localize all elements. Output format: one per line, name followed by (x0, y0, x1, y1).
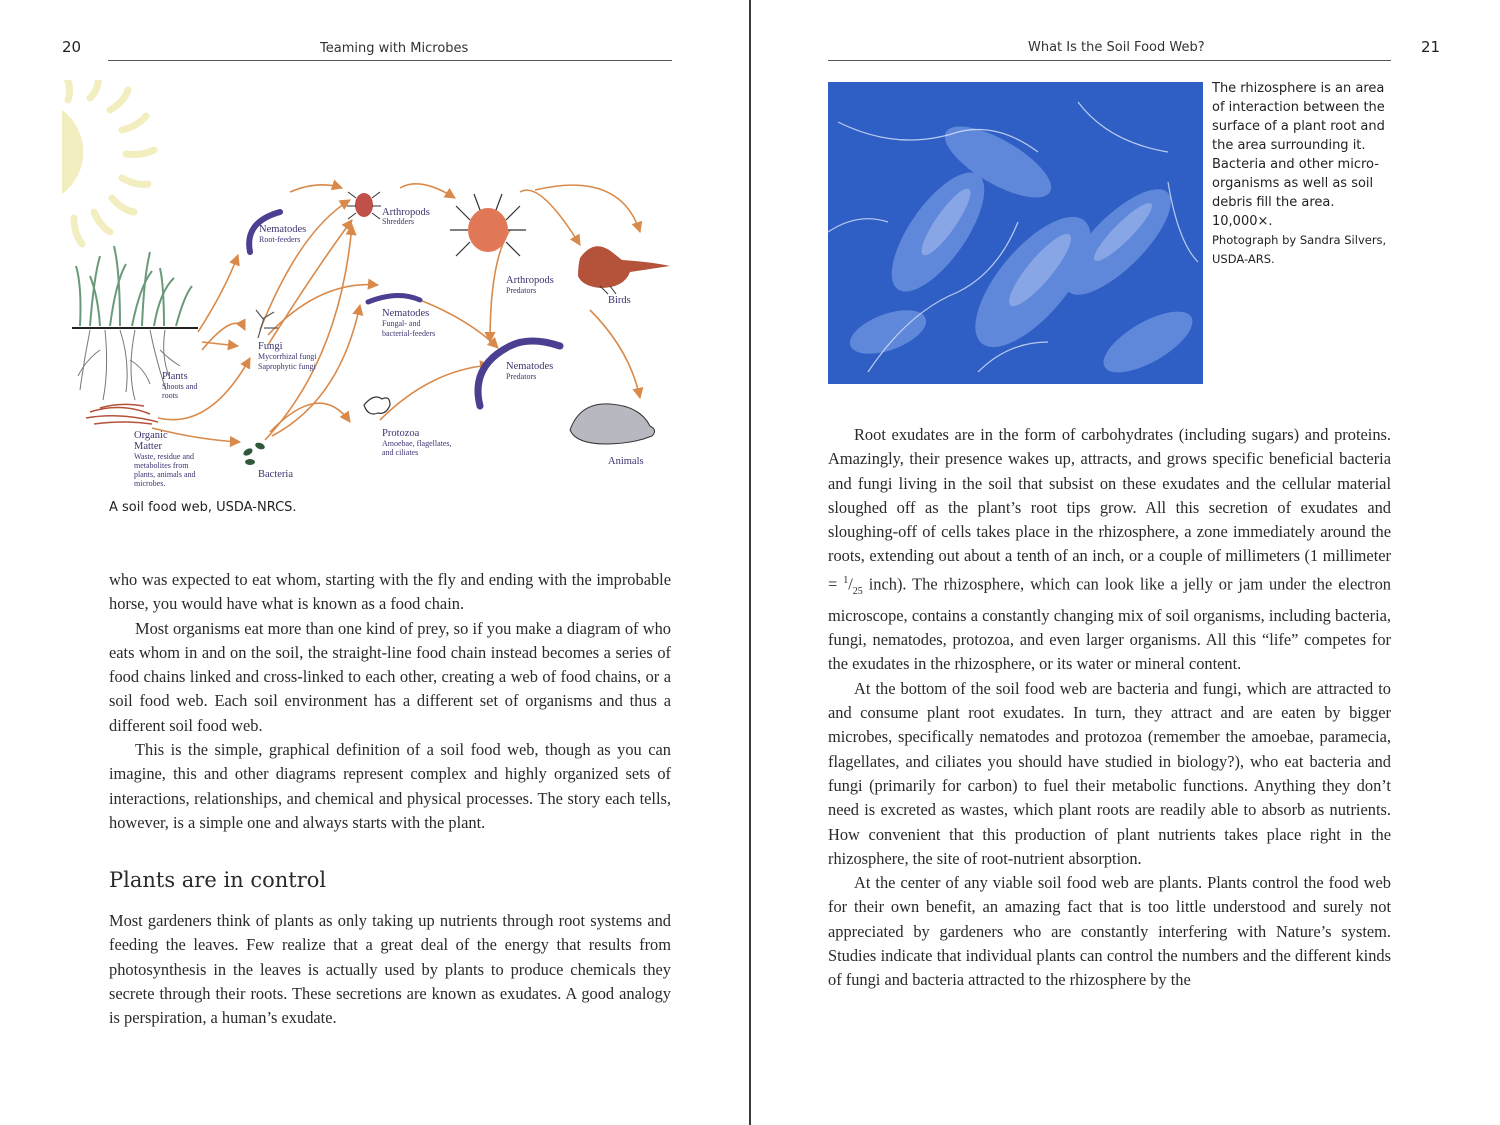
paragraph-part: inch). The rhizosphere, which can look like a jelly or jam under the electron microscope, contains a constantly changing mix of soil organisms, including bacteria, fungi, nematodes, protozoa, and even larger organisms. All this “life” competes for the exudates in the rhizosphere, or its water or mineral content. (828, 574, 1391, 674)
paragraph: Most gardeners think of plants as only taking up nutrients through root systems and feeding the leaves. Few realize that a great deal of the energy that results from photosynthesis in the leaves is actually used by plants to produce chemicals they secrete through their roots. These secretions are known as exudates. A good analogy is perspiration, a human’s exudate. (109, 911, 671, 1028)
label-plants-sub1: Shoots and (162, 382, 198, 391)
label-protozoa: Protozoa (382, 428, 420, 439)
fraction-denominator: 25 (852, 585, 863, 597)
label-birds: Birds (608, 295, 631, 306)
rhizosphere-micrograph (828, 82, 1203, 384)
photo-caption (1212, 79, 1394, 269)
label-protozoa-sub2: and ciliates (382, 448, 419, 457)
running-head: What Is the Soil Food Web? (1028, 40, 1205, 55)
paragraph: Most organisms eat more than one kind of prey, so if you make a diagram of who eats whom in and on the soil, the straight-line food chain instead becomes a series of food chains linked and cross-linked to each other, creating a web of food chains, or a soil food web. Each soil environment has a different set of organisms and thus a different soil food web. (109, 618, 671, 735)
label-organic-sub2: metabolites from (134, 461, 189, 470)
nematode-fungal-feeder-icon (368, 295, 420, 302)
label-organic-sub3: plants, animals and (134, 470, 196, 479)
label-nematodes-fungal: Nematodes (382, 308, 430, 319)
fraction-numerator: 1 (843, 574, 849, 586)
paragraph-part: Root exudates are in the form of carbohydrates (including sugars) and proteins. Amazingly, their presence wakes up, attracts, and grows specific beneficial bacteria and fungi living in the soil that subsist on these exudates and the cellular material sloughed off as the plant’s root tips grow. All this secretion of exudates and sloughing-off of cells takes place in the rhizosphere, a zone immediately around the roots, extending out about a tenth of an inch, or a couple of millimeters (1 millimeter = (828, 425, 1391, 594)
label-fungi-sub1: Mycorrhizal fungi (258, 352, 317, 361)
header-rule (108, 60, 672, 61)
label-protozoa-sub1: Amoebae, flagellates, (382, 439, 452, 448)
arthropod-shredder-icon (347, 192, 381, 219)
label-arthropods-shredders-sub: Shredders (382, 217, 414, 226)
label-nematodes-predators-sub: Predators (506, 372, 537, 381)
label-nematodes-root-sub: Root-feeders (259, 235, 301, 244)
photo-caption-text: The rhizosphere is an area of interaction between the surface of a plant root and the area surrounding it. Bacteria and other micro-organisms as well as soil debris fill the area. 10,000×. (1212, 81, 1385, 229)
label-organic-sub4: microbes. (134, 479, 166, 488)
left-section-text (109, 909, 671, 1030)
bacteria-icon (242, 441, 266, 465)
header-rule (828, 60, 1391, 61)
label-nematodes-fungal-sub2: bacterial-feeders (382, 329, 436, 338)
sun-illustration (62, 80, 154, 244)
right-page (751, 0, 1500, 1125)
paragraph: who was expected to eat whom, starting with the fly and ending with the improbable horse, you would have what is known as a food chain. (109, 570, 671, 614)
label-arthropods-shredders: Arthropods (382, 207, 430, 218)
arthropod-predator-icon (450, 194, 526, 256)
label-nematodes-root: Nematodes (259, 224, 307, 235)
page-number: 20 (62, 38, 82, 56)
page-number: 21 (1421, 38, 1441, 56)
label-bacteria: Bacteria (258, 469, 293, 480)
label-nematodes-fungal-sub1: Fungal- and (382, 319, 421, 328)
figure-caption: A soil food web, USDA-NRCS. (109, 500, 297, 515)
label-fungi: Fungi (258, 341, 283, 352)
section-heading: Plants are in control (109, 868, 327, 892)
label-arthropods-predators-sub: Predators (506, 286, 537, 295)
soil-food-web-diagram (60, 80, 700, 495)
label-nematodes-predators: Nematodes (506, 361, 554, 372)
paragraph: This is the simple, graphical definition of a soil food web, though as you can imagine, this and other diagrams represent complex and highly organized sets of interactions, relationships, and chemical and physical processes. The story each tells, however, is a simple one and always starts with the plant. (109, 740, 671, 832)
bird-icon (578, 246, 670, 294)
label-fungi-sub2: Saprophytic fungi (258, 362, 316, 371)
paragraph: At the center of any viable soil food web are plants. Plants control the food web for their own benefit, an amazing fact that is too little understood and surely not appreciated by gardeners who are constantly interfering with Nature’s system. Studies indicate that individual plants can control the numbers and the different kinds of fungi and bacteria attracted to the rhizosphere by the (828, 873, 1391, 990)
running-head: Teaming with Microbes (320, 41, 469, 56)
left-page (0, 0, 749, 1125)
diagram-labels (134, 207, 644, 488)
label-organic: Organic (134, 430, 168, 441)
photo-credit: Photograph by Sandra Silvers, USDA-ARS. (1212, 233, 1387, 266)
label-organic-sub1: Waste, residue and (134, 452, 194, 461)
organic-matter-illustration (86, 404, 158, 424)
paragraph: Root exudates are in the form of carbohydrates (including sugars) and proteins. Amazingly, their presence wakes up, attracts, and grows specific beneficial bacteria and fungi living in the soil that subsist on these exudates and the cellular material sloughed off as the plant’s root tips grow. All this secretion of exudates and sloughing-off of cells takes place in the rhizosphere, a zone immediately around the roots, extending out about a tenth of an inch, or a couple of millimeters (1 millimeter = $^1/_{25}$ inch). The rhizosphere, which can look like a jelly or jam under the electron microscope, contains a constantly changing mix of soil organisms, including bacteria, fungi, nematodes, protozoa, and even larger organisms. All this “life” competes for the exudates in the rhizosphere, or its water or mineral content. (828, 425, 1391, 674)
left-body-text (109, 568, 671, 835)
paragraph: At the bottom of the soil food web are bacteria and fungi, which are attracted to and consume plant root exudates. In turn, they attract and are eaten by bigger microbes, specifically nematodes and protozoa (remember the amoebae, paramecia, flagellates, and ciliates you should have studied in biology?), who eat bacteria and fungi (primarily for carbon) to fuel their metabolic functions. Anything they don’t need is excreted as wastes, which plant roots are readily able to absorb as nutrients. How convenient that this production of plant nutrients takes place right in the rhizosphere, the site of root-nutrient absorption. (828, 678, 1391, 868)
label-plants: Plants (162, 371, 188, 382)
label-animals: Animals (608, 456, 644, 467)
label-matter: Matter (134, 441, 162, 452)
protozoa-icon (364, 397, 390, 414)
label-plants-sub2: roots (162, 391, 178, 400)
label-arthropods-predators: Arthropods (506, 275, 554, 286)
right-body-text (828, 423, 1391, 993)
animal-mole-icon (570, 404, 655, 444)
